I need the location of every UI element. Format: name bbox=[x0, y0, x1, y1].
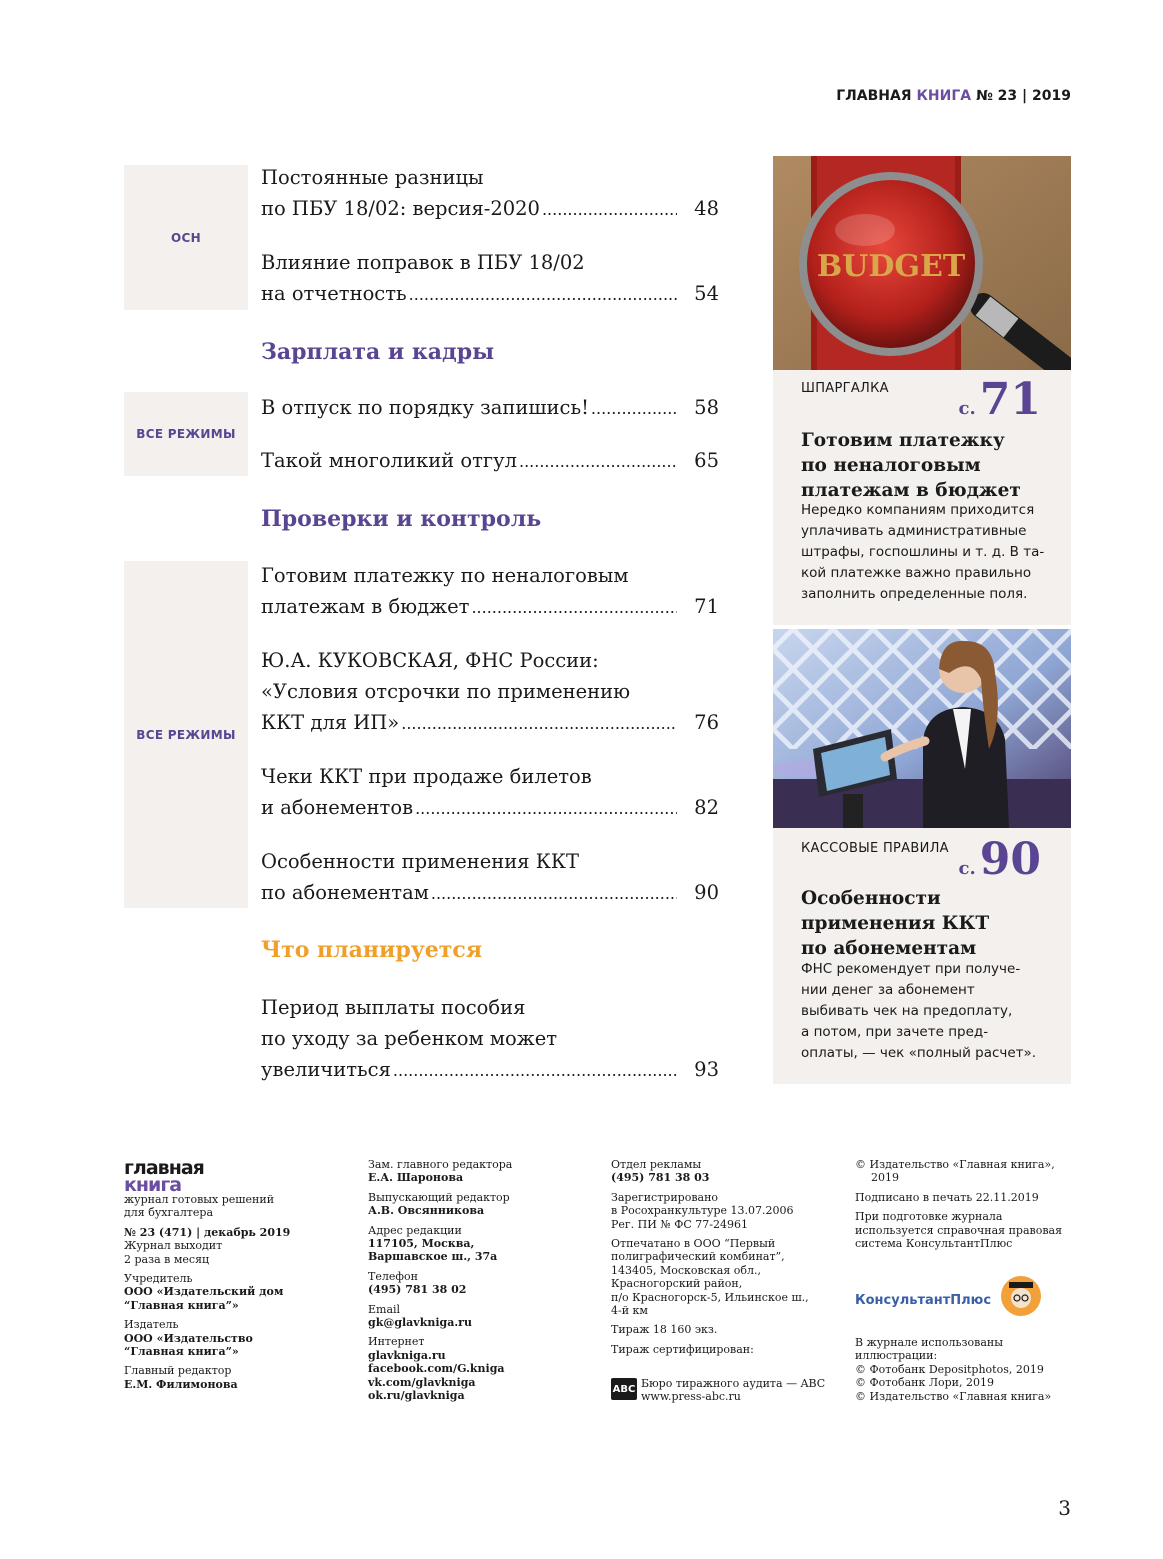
imprint-line: ООО «Издательский дом bbox=[124, 1285, 284, 1299]
page-number: 3 bbox=[1058, 1496, 1071, 1520]
page-ref: 71 bbox=[694, 595, 719, 618]
imprint-line: ok.ru/glavkniga bbox=[368, 1389, 465, 1403]
svg-text:главная: главная bbox=[124, 1158, 204, 1179]
imprint-line: При подготовке журнала bbox=[855, 1210, 1003, 1224]
imprint-line: для бухгалтера bbox=[124, 1206, 213, 1220]
imprint-line: Издатель bbox=[124, 1318, 179, 1332]
page-ref: 93 bbox=[694, 1058, 719, 1081]
feature-card-cash-register[interactable] bbox=[773, 629, 1071, 1084]
imprint-column-4 bbox=[855, 1158, 1062, 1250]
page-ref: 82 bbox=[694, 796, 719, 819]
abc-logo-icon: ABC bbox=[611, 1378, 637, 1400]
imprint-line: Зарегистрировано bbox=[611, 1190, 719, 1204]
toc-entry[interactable]: Особенности применения ККТ по абонементам ..... 90 bbox=[261, 846, 719, 909]
leader-dots bbox=[409, 279, 677, 310]
imprint-line: Отпечатано в ООО “Первый bbox=[611, 1237, 776, 1251]
section-heading: Зарплата и кадры bbox=[261, 339, 495, 365]
imprint-line: Тираж 18 160 экз. bbox=[611, 1323, 718, 1337]
cashier-photo-image bbox=[773, 629, 1071, 828]
category-all-modes: ВСЕ РЕЖИМЫ bbox=[124, 392, 248, 476]
imprint-line: Рег. ПИ № ФС 77-24961 bbox=[611, 1217, 749, 1231]
card-kicker: ШПАРГАЛКА bbox=[801, 381, 889, 396]
imprint-line: используется справочная правовая bbox=[855, 1223, 1063, 1237]
abc-info: Бюро тиражного аудита — ABC www.press-abc.ru bbox=[641, 1377, 826, 1404]
imprint-line: Варшавское ш., 37а bbox=[368, 1250, 498, 1264]
imprint-line: facebook.com/G.kniga bbox=[368, 1362, 505, 1376]
imprint-line: Журнал выходит bbox=[124, 1239, 223, 1253]
card-title: Особенности применения ККТ по абонементам bbox=[801, 888, 990, 959]
leader-dots bbox=[393, 1055, 677, 1086]
brand-accent: КНИГА bbox=[916, 88, 972, 104]
category-osn: ОСН bbox=[124, 165, 248, 310]
imprint-line: полиграфический комбинат”, bbox=[611, 1250, 785, 1264]
section-heading: Что планируется bbox=[261, 937, 483, 963]
toc-entry[interactable]: Чеки ККТ при продаже билетов и абонементов ..... 82 bbox=[261, 761, 719, 824]
imprint-line: (495) 781 38 02 bbox=[368, 1283, 467, 1297]
imprint-line: © Фотобанк Лори, 2019 bbox=[855, 1376, 995, 1390]
imprint-line: система КонсультантПлюс bbox=[855, 1237, 1013, 1251]
imprint-line: В журнале использованы bbox=[855, 1336, 1003, 1349]
issue-number: № 23 | 2019 bbox=[975, 88, 1071, 104]
page-ref: 58 bbox=[694, 396, 719, 419]
imprint-line: № 23 (471) | декабрь 2019 bbox=[124, 1225, 291, 1239]
leader-dots bbox=[431, 878, 677, 909]
imprint-line: 117105, Москва, bbox=[368, 1237, 475, 1251]
imprint-line: Красногорский район, bbox=[611, 1277, 743, 1291]
imprint-line: © Издательство «Главная книга» bbox=[855, 1389, 1052, 1403]
imprint-line: в Росохранкультуре 13.07.2006 bbox=[611, 1204, 794, 1218]
page-ref: 76 bbox=[694, 711, 719, 734]
leader-dots bbox=[542, 194, 677, 225]
imprint-line: Адрес редакции bbox=[368, 1223, 462, 1237]
imprint-line: gk@glavkniga.ru bbox=[368, 1316, 472, 1330]
imprint-column-2 bbox=[368, 1158, 512, 1403]
imprint-line: Email bbox=[368, 1302, 401, 1316]
imprint-line: Учредитель bbox=[124, 1272, 193, 1286]
section-heading: Проверки и контроль bbox=[261, 506, 542, 532]
budget-label: BUDGET bbox=[816, 249, 966, 284]
budget-magnifier-image bbox=[773, 156, 1071, 370]
imprint-line: glavkniga.ru bbox=[368, 1348, 446, 1362]
imprint-line: Е.М. Филимонова bbox=[124, 1377, 238, 1391]
toc-entry[interactable]: Период выплаты пособия по уходу за ребенком может увеличиться ..... 93 bbox=[261, 992, 719, 1086]
running-header bbox=[836, 88, 1071, 104]
imprint-line: ООО «Издательство bbox=[124, 1331, 253, 1345]
imprint-line: (495) 781 38 03 bbox=[611, 1171, 710, 1185]
leader-dots bbox=[591, 393, 677, 424]
imprint-line: Тираж сертифицирован: bbox=[611, 1342, 754, 1356]
imprint-line: © Издательство «Главная книга», bbox=[855, 1158, 1055, 1171]
imprint-line: “Главная книга”» bbox=[124, 1298, 239, 1312]
imprint-line: п/о Красногорск-5, Ильинское ш., bbox=[611, 1290, 809, 1304]
imprint-line: 2019 bbox=[871, 1171, 899, 1185]
leader-dots bbox=[471, 592, 677, 623]
imprint-line: Подписано в печать 22.11.2019 bbox=[855, 1190, 1039, 1204]
consultant-plus-logo bbox=[855, 1274, 1045, 1318]
imprint-column-3 bbox=[611, 1158, 809, 1356]
feature-card-budget[interactable] bbox=[773, 156, 1071, 625]
toc-entry[interactable]: Постоянные разницы по ПБУ 18/02: версия-2020 ..... 48 bbox=[261, 162, 719, 225]
imprint-line: 143405, Московская обл., bbox=[611, 1263, 761, 1277]
toc-entry[interactable]: Влияние поправок в ПБУ 18/02 на отчетность ..... 54 bbox=[261, 247, 719, 310]
category-all-modes: ВСЕ РЕЖИМЫ bbox=[124, 561, 248, 908]
brand-main: ГЛАВНАЯ bbox=[836, 88, 912, 104]
imprint-line: иллюстрации: bbox=[855, 1349, 938, 1363]
imprint-line: А.В. Овсянникова bbox=[368, 1204, 485, 1218]
glavnaya-kniga-logo bbox=[124, 1158, 224, 1194]
page-ref: 90 bbox=[694, 881, 719, 904]
toc-entry[interactable]: Такой многоликий отгул ..... 65 bbox=[261, 445, 719, 477]
leader-dots bbox=[415, 793, 677, 824]
imprint-line: Е.А. Шаронова bbox=[368, 1171, 464, 1185]
illustration-credits bbox=[855, 1336, 1051, 1403]
imprint-line: журнал готовых решений bbox=[124, 1193, 275, 1206]
imprint-line: “Главная книга”» bbox=[124, 1345, 239, 1359]
page-ref: 54 bbox=[694, 282, 719, 305]
imprint-line: © Фотобанк Depositphotos, 2019 bbox=[855, 1362, 1044, 1376]
imprint-line: Телефон bbox=[368, 1269, 418, 1283]
card-title: Готовим платежку по неналоговым платежам в бюджет bbox=[801, 430, 1021, 501]
imprint-line: 4-й км bbox=[611, 1304, 648, 1318]
leader-dots bbox=[401, 708, 677, 739]
leader-dots bbox=[519, 446, 677, 477]
page-ref: 65 bbox=[694, 449, 719, 472]
imprint-line: Выпускающий редактор bbox=[368, 1190, 510, 1204]
page-ref: 48 bbox=[694, 197, 719, 220]
svg-text:книга: книга bbox=[124, 1174, 182, 1194]
imprint-column-1 bbox=[124, 1193, 290, 1391]
imprint-line: Главный редактор bbox=[124, 1364, 232, 1378]
card-page-ref: с.90 bbox=[958, 834, 1041, 885]
imprint-line: Отдел рекламы bbox=[611, 1158, 702, 1171]
toc-entry[interactable]: Готовим платежку по неналоговым платежам в бюджет ..... 71 bbox=[261, 560, 719, 623]
card-text: ФНС рекомендует при получе- нии денег за абонемент выбивать чек на предоплату, а потом, при зачете пред- оплаты, — чек «полный расчет». bbox=[801, 961, 1037, 1061]
imprint-line: 2 раза в месяц bbox=[124, 1252, 210, 1266]
imprint-line: vk.com/glavkniga bbox=[368, 1375, 476, 1389]
svg-text:КонсультантПлюс: КонсультантПлюс bbox=[855, 1293, 992, 1308]
card-kicker: КАССОВЫЕ ПРАВИЛА bbox=[801, 841, 949, 856]
card-text: Нередко компаниям приходится уплачивать административные штрафы, госпошлины и т. д. В та- кой платежке важно правильно заполнить определенные поля. bbox=[801, 502, 1045, 602]
card-page-ref: с.71 bbox=[958, 374, 1041, 425]
toc-entry[interactable]: Ю.А. КУКОВСКАЯ, ФНС России: «Условия отсрочки по применению ККТ для ИП» ..... 76 bbox=[261, 645, 719, 739]
imprint-line: Интернет bbox=[368, 1335, 425, 1349]
imprint-line: Зам. главного редактора bbox=[368, 1158, 513, 1171]
toc-entry[interactable]: В отпуск по порядку запишись! ..... 58 bbox=[261, 392, 719, 424]
